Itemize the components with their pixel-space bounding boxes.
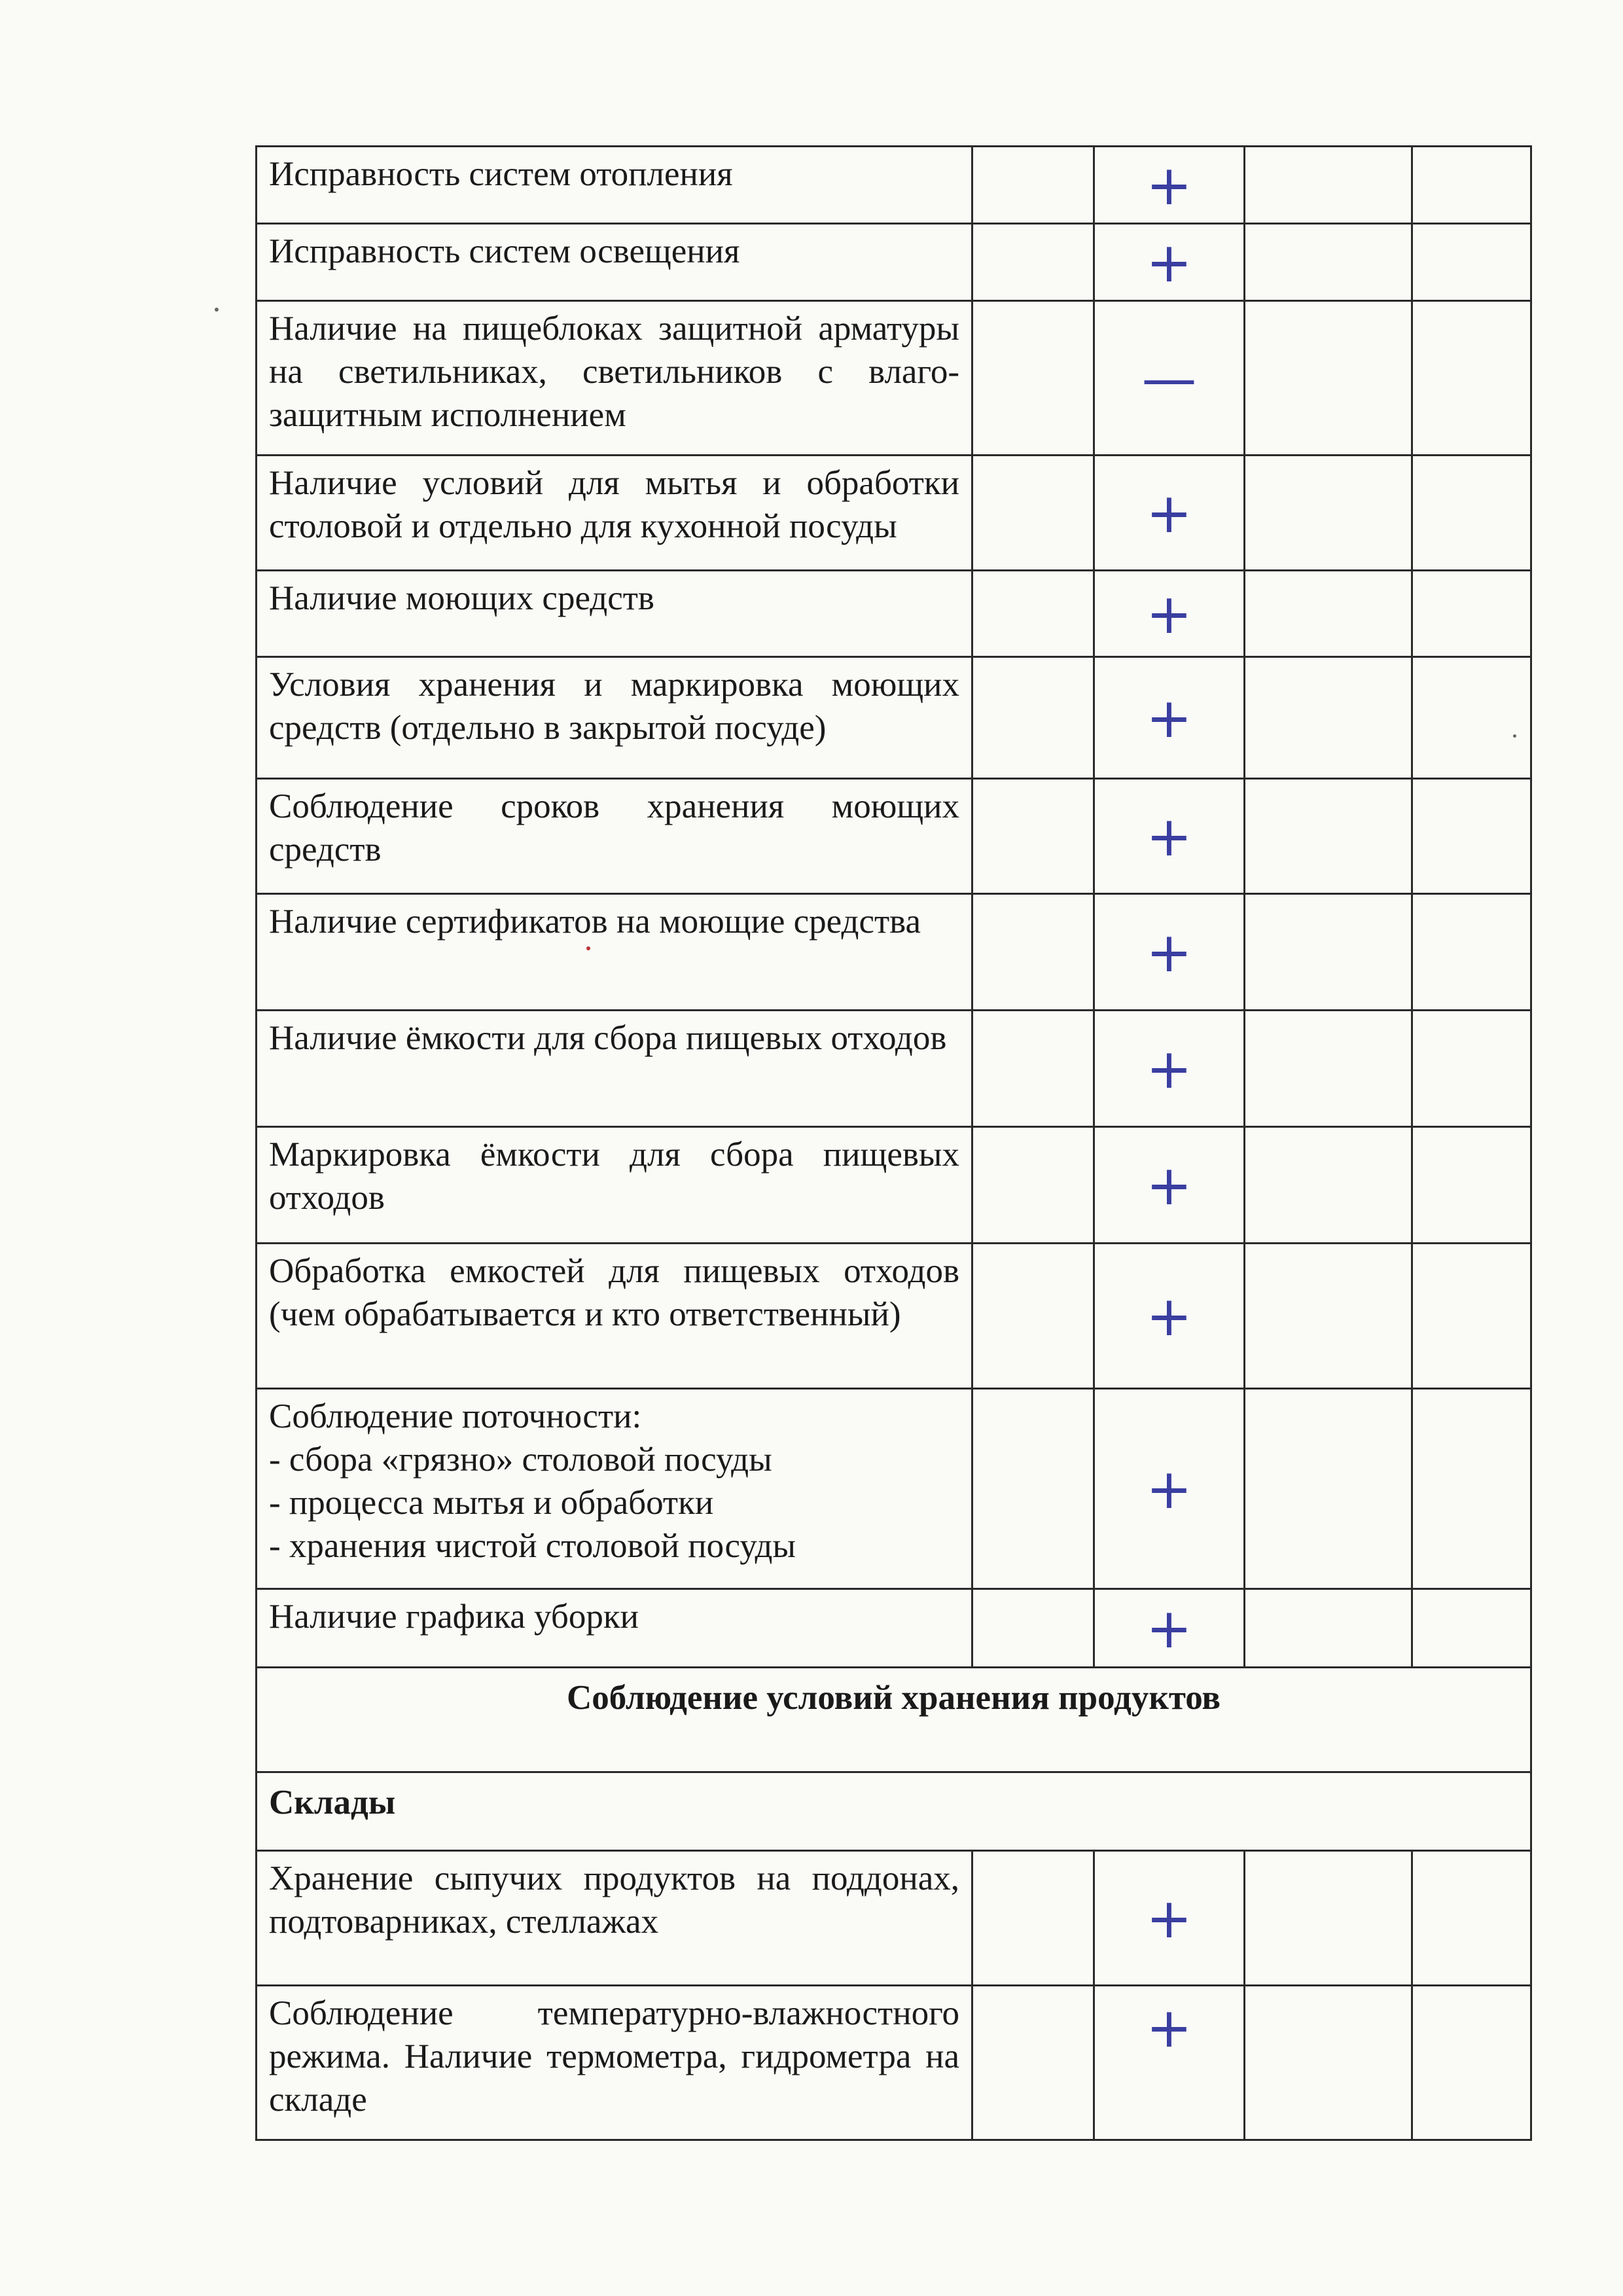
empty-cell — [1412, 1127, 1531, 1244]
handwritten-mark: + — [1094, 147, 1245, 224]
table-row — [257, 147, 1531, 224]
handwritten-mark: + — [1094, 1851, 1245, 1986]
empty-cell — [1412, 147, 1531, 224]
empty-cell — [972, 1589, 1094, 1668]
row-item: Наличие моющих средств — [257, 571, 972, 657]
empty-cell — [1412, 1851, 1531, 1986]
row-item: Наличие условий для мытья и обработки столовой и отдельно для кухонной посуды — [257, 456, 972, 571]
handwritten-mark: + — [1094, 657, 1245, 779]
scan-speck — [586, 946, 590, 950]
empty-cell — [1245, 224, 1412, 301]
scan-speck — [1513, 734, 1516, 738]
section-title: Соблюдение условий хранения продуктов — [257, 1668, 1531, 1772]
empty-cell — [972, 1127, 1094, 1244]
empty-cell — [972, 1851, 1094, 1986]
row-item: Наличие на пищеблоках защитной арматуры на светильниках, светильников с влаго-защитным исполнением — [257, 301, 972, 456]
empty-cell — [972, 1389, 1094, 1589]
empty-cell — [1412, 1244, 1531, 1389]
empty-cell — [972, 657, 1094, 779]
empty-cell — [1412, 657, 1531, 779]
empty-cell — [1245, 894, 1412, 1011]
table-row — [257, 456, 1531, 571]
empty-cell — [1245, 1851, 1412, 1986]
handwritten-mark: + — [1094, 894, 1245, 1011]
subsection-title: Склады — [257, 1772, 1531, 1851]
row-item: Исправность систем освещения — [257, 224, 972, 301]
table-row — [257, 1011, 1531, 1127]
empty-cell — [1412, 224, 1531, 301]
row-item: Хранение сыпучих продуктов на поддонах, подтоварниках, стеллажах — [257, 1851, 972, 1986]
empty-cell — [1245, 1244, 1412, 1389]
row-item: Маркировка ёмкости для сбора пищевых отходов — [257, 1127, 972, 1244]
table-row — [257, 301, 1531, 456]
empty-cell — [1412, 779, 1531, 894]
empty-cell — [972, 1986, 1094, 2140]
empty-cell — [972, 147, 1094, 224]
row-item: Соблюдение температурно-влажностного режима. Наличие термометра, гидрометра на складе — [257, 1986, 972, 2140]
empty-cell — [972, 894, 1094, 1011]
empty-cell — [1245, 301, 1412, 456]
handwritten-mark: + — [1094, 456, 1245, 571]
row-item-line: - сбора «грязно» столовой посуды — [269, 1441, 772, 1479]
handwritten-mark: — — [1094, 301, 1245, 456]
empty-cell — [972, 1244, 1094, 1389]
row-item-line: - процесса мытья и обработки — [269, 1484, 714, 1522]
table-row — [257, 224, 1531, 301]
table-row — [257, 1851, 1531, 1986]
table-row — [257, 571, 1531, 657]
empty-cell — [972, 224, 1094, 301]
empty-cell — [1245, 1389, 1412, 1589]
table-row — [257, 1589, 1531, 1668]
row-item: Наличие сертификатов на моющие средства — [257, 894, 972, 1011]
row-item: Исправность систем отопления — [257, 147, 972, 224]
empty-cell — [1245, 1011, 1412, 1127]
row-item-line: Соблюдение поточности: — [269, 1397, 642, 1435]
table-row — [257, 1389, 1531, 1589]
row-item: Наличие графика уборки — [257, 1589, 972, 1668]
handwritten-mark: + — [1094, 571, 1245, 657]
empty-cell — [1245, 147, 1412, 224]
empty-cell — [972, 1011, 1094, 1127]
empty-cell — [1412, 301, 1531, 456]
table-row — [257, 1244, 1531, 1389]
empty-cell — [1412, 1011, 1531, 1127]
empty-cell — [1412, 1389, 1531, 1589]
checklist-table — [255, 145, 1532, 2141]
subsection-row — [257, 1772, 1531, 1851]
handwritten-mark: + — [1094, 1011, 1245, 1127]
empty-cell — [1245, 657, 1412, 779]
empty-cell — [1412, 571, 1531, 657]
handwritten-mark: + — [1094, 1589, 1245, 1668]
table-row — [257, 1127, 1531, 1244]
handwritten-mark: + — [1094, 1986, 1245, 2140]
handwritten-mark: + — [1094, 224, 1245, 301]
empty-cell — [972, 779, 1094, 894]
row-item: Соблюдение сроков хранения моющих средств — [257, 779, 972, 894]
row-item: Условия хранения и маркировка моющих средств (отдельно в закрытой посуде) — [257, 657, 972, 779]
empty-cell — [1245, 779, 1412, 894]
empty-cell — [1245, 456, 1412, 571]
empty-cell — [1412, 456, 1531, 571]
handwritten-mark: + — [1094, 1389, 1245, 1589]
empty-cell — [1245, 1589, 1412, 1668]
empty-cell — [972, 301, 1094, 456]
empty-cell — [1245, 1986, 1412, 2140]
row-item — [257, 1389, 972, 1589]
empty-cell — [1245, 1127, 1412, 1244]
empty-cell — [972, 456, 1094, 571]
handwritten-mark: + — [1094, 779, 1245, 894]
empty-cell — [1412, 1589, 1531, 1668]
handwritten-mark: + — [1094, 1127, 1245, 1244]
table-row — [257, 657, 1531, 779]
row-item: Наличие ёмкости для сбора пищевых отходов — [257, 1011, 972, 1127]
empty-cell — [1412, 894, 1531, 1011]
section-row — [257, 1668, 1531, 1772]
table-row — [257, 779, 1531, 894]
handwritten-mark: + — [1094, 1244, 1245, 1389]
row-item-line: - хранения чистой столовой посуды — [269, 1527, 796, 1565]
empty-cell — [1245, 571, 1412, 657]
empty-cell — [972, 571, 1094, 657]
row-item: Обработка емкостей для пищевых отходов (чем обрабатывается и кто ответственный) — [257, 1244, 972, 1389]
table-row — [257, 894, 1531, 1011]
scan-speck — [215, 308, 219, 312]
checklist-sheet — [255, 145, 1530, 2141]
empty-cell — [1412, 1986, 1531, 2140]
table-row — [257, 1986, 1531, 2140]
